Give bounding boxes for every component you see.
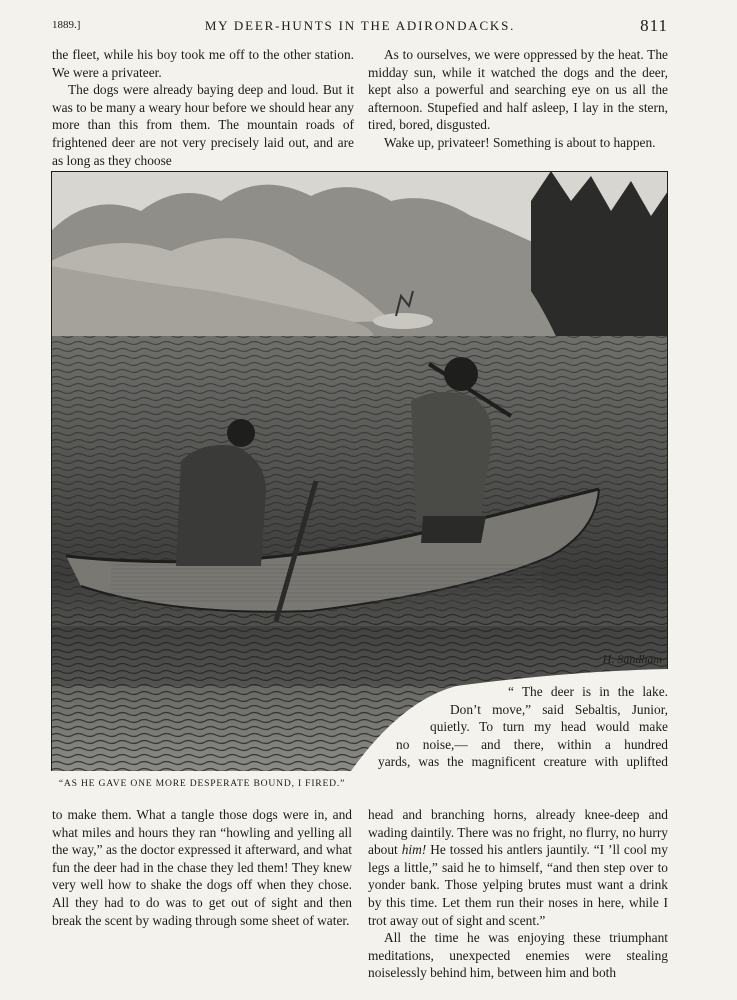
paragraph: All the time he was enjoying these triumphant meditations, unexpected enemies were stealing noiselessly behind him, between him and both xyxy=(368,930,668,981)
inset-text xyxy=(368,683,668,771)
illustration-caption: “AS HE GAVE ONE MORE DESPERATE BOUND, I FIRED.” xyxy=(58,778,346,789)
text-run: He tossed his antlers jauntily. “I ’ll cool my legs a little,” said he to himself, “and then step over to yonder bank. Those yelping brutes must want a drink by this time. Let them run their noses in here, while I trot away out of sight and scent.” xyxy=(368,842,668,928)
paragraph: As to ourselves, we were oppressed by the heat. The midday sun, while it watched the dogs and the deer, kept also a powerful and searching eye on us all the afternoon. Stupefied and half asleep, I lay in the stern, tired, bored, disgusted. xyxy=(368,47,668,133)
inset-line: yards, was the magnificent creature with uplifted xyxy=(378,754,668,770)
inset-line: Don’t move,” said Sebaltis, Junior, xyxy=(450,701,668,717)
canoe-hunting-engraving xyxy=(51,171,668,771)
paragraph xyxy=(368,806,668,929)
paragraph: to make them. What a tangle those dogs were in, and what miles and hours they ran “howling and yelling all the way,” as the doctor expressed it afterward, and what fun the deer had in the chase they led them! They knew very well how to shake the dogs off when they chose. All they had to do was to get out of sight and then break the scent by wading through some sheet of water. xyxy=(52,807,352,928)
column-bottom-left xyxy=(52,806,352,929)
page-number: 811 xyxy=(640,16,668,35)
engraving-illustration xyxy=(51,171,668,771)
artist-signature: H. Sandham xyxy=(602,652,662,666)
paragraph: The dogs were already baying deep and loud. But it was to be many a weary hour before we should hear any more than this from them. The mountain roads of frightened deer are not very precisely laid out, and are as long as they choose xyxy=(52,82,354,168)
paragraph: the fleet, while his boy took me off to the other station. We were a privateer. xyxy=(52,47,354,80)
column-top-left xyxy=(52,46,354,169)
emphasis: him! xyxy=(401,842,427,858)
running-header xyxy=(52,18,668,38)
inset-line: “ The deer is in the lake. xyxy=(508,684,668,699)
paragraph: Wake up, privateer! Something is about to happen. xyxy=(384,134,656,150)
inset-line: quietly. To turn my head would make xyxy=(430,719,668,735)
text-run: head and branching horns, already knee-deep and wading daintily. There was no fright, no flurry, no hurry about xyxy=(368,807,668,858)
inset-line: no noise,— and there, within a hundred xyxy=(396,736,668,752)
column-top-right xyxy=(368,46,668,152)
header-year: 1889.] xyxy=(52,19,81,31)
header-title: MY DEER-HUNTS IN THE ADIRONDACKS. xyxy=(204,18,516,33)
column-bottom-right xyxy=(368,806,668,982)
